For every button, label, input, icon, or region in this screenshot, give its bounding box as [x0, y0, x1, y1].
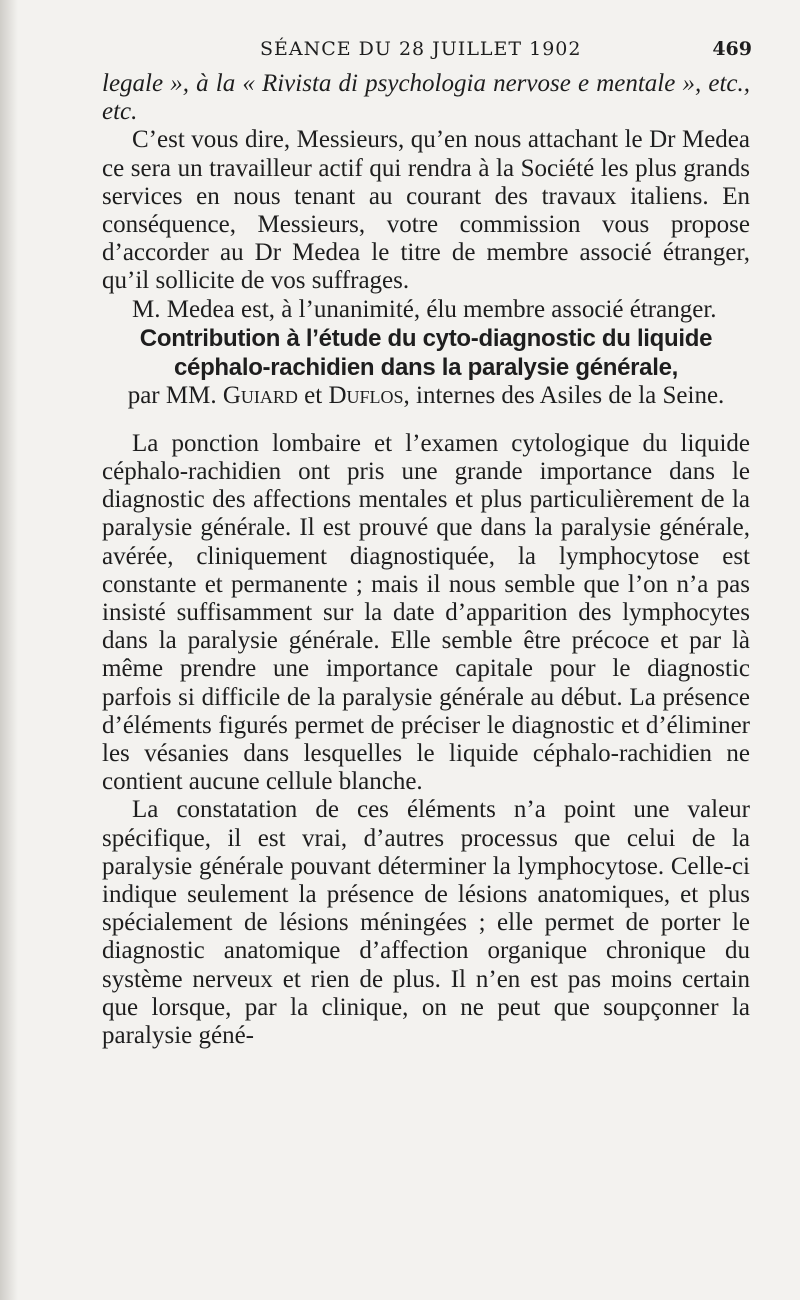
- running-title-rest: DU 28 JUILLET 1902: [351, 38, 582, 60]
- page-body: [102, 70, 750, 1050]
- paragraph-ponction: La ponction lombaire et l’examen cytologique du liquide céphalo-rachidien ont pris une grande importance dans le diagnostic des affections mentales et plus particulièrement de la paralysie générale. Il est prouvé que dans la paralysie générale, avérée, cliniquement diagnostiquée, la lymphocytose est constante et permanente ; mais il nous semble que l’on n’a pas insisté suffisamment sur la date d’apparition des lymphocytes dans la paralysie générale. Elle semble être précoce et par là même prendre une importance capitale pour le diagnostic parfois si difficile de la paralysie générale au début. La présence d’éléments figurés permet de préciser le diagnostic et d’éliminer les vésanies dans lesquelles le liquide céphalo-rachidien ne contient aucune cellule blanche.: [102, 429, 750, 796]
- page-number: 469: [712, 38, 752, 60]
- authors-prefix: par MM.: [127, 381, 223, 409]
- paragraph-election: M. Medea est, à l’unanimité, élu membre associé étranger.: [132, 295, 717, 323]
- paragraph-commission: C’est vous dire, Messieurs, qu’en nous attachant le Dr Medea ce sera un travailleur actif qui rendra à la Société les plus grands services en nous tenant au courant des travaux italiens. En conséquence, Messieurs, votre commission vous propose d’accorder au Dr Medea le titre de membre associé étranger, qu’il sollicite de vos suffrages.: [102, 126, 750, 295]
- article-body: [102, 430, 750, 1050]
- author-duflos: Duflos: [328, 381, 404, 409]
- continuation-text: legale », à la « Rivista di psychologia nervose e mentale », etc., etc.: [102, 70, 750, 126]
- section-title: Contribution à l’étude du cyto-diagnostic du liquide céphalo-rachidien dans la paralysie générale,: [139, 324, 713, 381]
- authors-conjunction: et: [297, 381, 329, 409]
- author-guiard: Guiard: [222, 381, 298, 409]
- binding-shadow: [0, 0, 18, 1300]
- running-title-prefix: SÉANCE: [260, 38, 352, 60]
- section-authors: [102, 382, 750, 410]
- paragraph-constatation: La constatation de ces éléments n’a point une valeur spécifique, il est vrai, d’autres processus que celui de la paralysie générale pouvant déterminer la lymphocytose. Celle-ci indique seulement la présence de lésions anatomiques, et plus spécialement de lésions méningées ; elle permet de porter le diagnostic anatomique d’affection organique chronique du système nerveux et rien de plus. Il n’en est pas moins certain que lorsque, par la clinique, on ne peut que soupçonner la paralysie géné-: [102, 796, 750, 1050]
- authors-suffix: , internes des Asiles de la Seine.: [403, 381, 725, 409]
- running-header: [102, 38, 752, 68]
- running-title: [260, 38, 582, 60]
